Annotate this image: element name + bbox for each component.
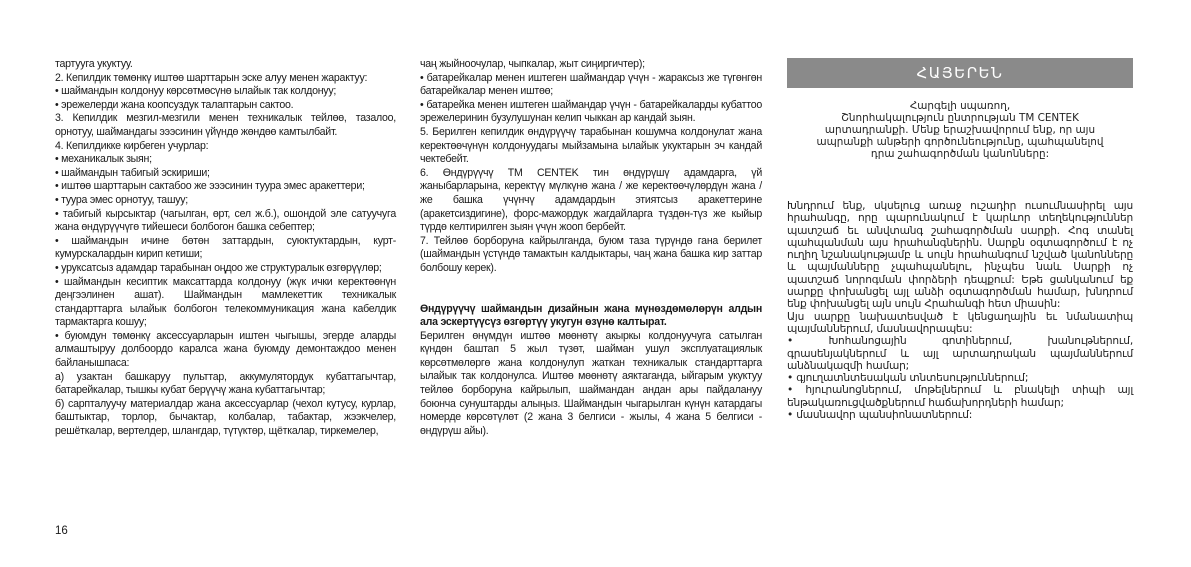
text-paragraph: 4. Кепилдикке кирбеген учурлар: — [55, 139, 209, 152]
text-paragraph: Այս սարքը նախատեսված է կենցաղային եւ նմանատիպ պայմաններում, մասնավորապես: — [787, 310, 1133, 335]
list-item: • Խոհանոցային գոտիներում, խանութներում, գրասենյակներում և այլ արտադրական պայմաններում անձնակազմի համար; — [787, 335, 1133, 372]
list-item: • буюмдун төмөнкү аксессуарларын иштен чыгышы, эгерде аларды алмаштыруу долбоордо каралса жана буюмду демонтаждоо менен байланышпаса: — [55, 329, 396, 370]
greeting-block — [787, 100, 1133, 160]
greeting-line: Շնորհակալություն ընտրության TM CENTEK — [841, 112, 1079, 124]
language-banner — [787, 58, 1133, 88]
section-heading: Өндүрүүчү шаймандын дизайнын жана мүнөздөмөлөрүн алдын ала эскертүүсүз өзгөртүү укугун өзүнө калтырат. — [420, 302, 762, 329]
text-paragraph: Берилген өнүмдүн иштөө мөөнөтү акыркы колдонуучуга сатылган күндөн баштап 5 жыл түзөт, шайман ушул эксплуатациялык көрсөтмөлөргө жана колдонулуп жаткан техникалык стандарттарга ылайык так колдонулса. Иштөө мөөнөтү аяктаганда, ыйгарым укуктуу тейлөө борборуна кайрылып, шаймандан андан ары пайдалануу боюнча сунуштарды алыңыз. Шаймандын чыгарылган күнүн катардагы номерде көрсөтүлөт (2 жана 3 белгиси - жылы, 4 жана 5 белгиси - өндүрүш айы). — [420, 329, 762, 437]
list-item: • батарейкалар менен иштеген шаймандар үчүн - жараксыз же түгөнгөн батарейкалар менен иштөө; — [420, 71, 762, 98]
armenian-body-text — [787, 200, 1133, 421]
left-text-column — [55, 58, 396, 439]
page-number: 16 — [55, 525, 68, 537]
text-paragraph: 5. Берилген кепилдик өндүрүүчү тарабынан кошумча колдонулат жана керектөөчүнүн колдонуудагы мыйзамына ылайык укуктарын эч кандай чектебейт. — [420, 125, 762, 166]
list-item: а) узактан башкаруу пульттар, аккумулятордук кубаттагычтар, батарейкалар, тышкы кубат берүүчү жана кубаттагычтар; — [55, 370, 396, 397]
list-item: • հյուրանոցներում, մոթելներում և բնակելի տիպի այլ ենթակառուցվածքներում հաճախորդների համար; — [787, 384, 1133, 409]
greeting-line: դրա շահագործման կանոնները: — [870, 148, 1050, 160]
list-item: • эрежелерди жана коопсуздук талаптарын сактоо. — [55, 98, 294, 111]
list-item: • шаймандын ичине бөтөн заттардын, суюктуктардын, курт-кумурскалардын кирип кетиши; — [55, 234, 396, 261]
list-item: • батарейка менен иштеген шаймандар үчүн - батарейкаларды кубаттоо эрежелеринин бузулушунан келип чыккан ар кандай зыян. — [420, 98, 762, 125]
list-item: б) сарпталуучу материалдар жана аксессуарлар (чехол кутусу, курлар, баштыктар, торлор, бычактар, колбалар, табактар, жээкчелер, решёткалар, вертелдер, шлангдар, түтүктөр, щёткалар, тиркемелер, — [55, 397, 396, 438]
middle-text-column — [420, 58, 762, 438]
list-item: • туура эмес орнотуу, ташуу; — [55, 193, 188, 206]
text-paragraph: 2. Кепилдик төмөнкү иштөө шарттарын эске алуу менен жарактуу: — [55, 71, 368, 84]
list-item: • մասնավոր պանսիոնատներում: — [787, 409, 973, 422]
list-item: • шаймандын кесиптик максаттарда колдонуу (жүк ички керектөөнүн деңгээлинен ашат). Шаймандын мамлекеттик техникалык стандарттарга ылайык болбогон телекоммуникация жана кабелдик тармактарга кошуу; — [55, 275, 396, 329]
list-item: • шаймандын колдонуу көрсөтмөсүнө ылайык так колдонуу; — [55, 85, 337, 98]
list-item: • գյուղատնտեսական տնտեսություններում; — [787, 372, 1029, 385]
greeting-line: արտադրանքի. Մենք երաշխավորում ենք, որ այս — [824, 124, 1096, 136]
language-title: ՀԱՅԵՐԵՆ — [916, 64, 1004, 82]
greeting-line: Հարգելի սպառող, — [909, 100, 1011, 112]
list-item: • табигый кырсыктар (чагылган, өрт, сел ж.б.), ошондой эле сатуучуга жана өндүрүүчүгө тийешеси болбогон башка себептер; — [55, 207, 396, 234]
text-paragraph: 6. Өндүрүүчү TM CENTEK тин өндүрүшү адамдарга, үй жаныбарларына, керектүү мүлкүнө жана / же керектөөчүлөрдүн жана / же башка үчүнчү адамдардын этиятсыз аракеттерине (аракетсиздигине), форс-мажордук жагдайларга түздөн-түз же кыйыр түрдө келтирилген зыян үчүн жооп бербейт. — [420, 166, 762, 234]
text-paragraph: 3. Кепилдик мезгил-мезгили менен техникалык тейлөө, тазалоо, орнотуу, шаймандагы эээсинин үйүндө жөндөө камтылбайт. — [55, 112, 396, 138]
text-paragraph: чаң жыйноочулар, чыпкалар, жыт сиңиргичтер); — [420, 58, 645, 70]
armenian-section — [787, 58, 1133, 422]
greeting-line: ապրանքի անթերի գործունեությունը, պահպանելով — [816, 136, 1104, 148]
list-item: • иштөө шарттарын сактабоо же эээсинин туура эмес аракеттери; — [55, 180, 365, 193]
text-paragraph: 7. Тейлөө борборуна кайрылганда, буюм таза түрүндө гана берилет (шаймандын үстүндө тамактын калдыктары, чаң жана башка кир заттар болбошу керек). — [420, 234, 762, 274]
text-paragraph: тартууга укуктуу. — [55, 58, 133, 70]
list-item: • уруксатсыз адамдар тарабынан оңдоо же структуралык өзгөрүүлөр; — [55, 261, 382, 274]
list-item: • шаймандын табигый эскириши; — [55, 166, 210, 179]
text-paragraph: Խնդրում ենք, սկսելուց առաջ ուշադիր ուսումնասիրել այս հրահանգը, որը պարունակում է կարևոր տեղեկություններ պատշաճ եւ անվտանգ շահագործման սարքի. Հոգ տանել պահպանման այս հրահանգներին. Սարքն օգտագործում է ոչ ուղիղ նշանակությամբ և սույն հրահանգում նշված կանոնները և պայմանները չպահպանելու, ինչպես նաև Սարքի ոչ պատշաճ նորոգման փորձերի դեպքում: Եթե ցանկանում եք սարքը փոխանցել այլ անձի օգտագործման համար, խնդրում ենք փոխանցել այն սույն Հրահանգի հետ միասին: — [787, 200, 1133, 311]
list-item: • механикалык зыян; — [55, 153, 152, 166]
